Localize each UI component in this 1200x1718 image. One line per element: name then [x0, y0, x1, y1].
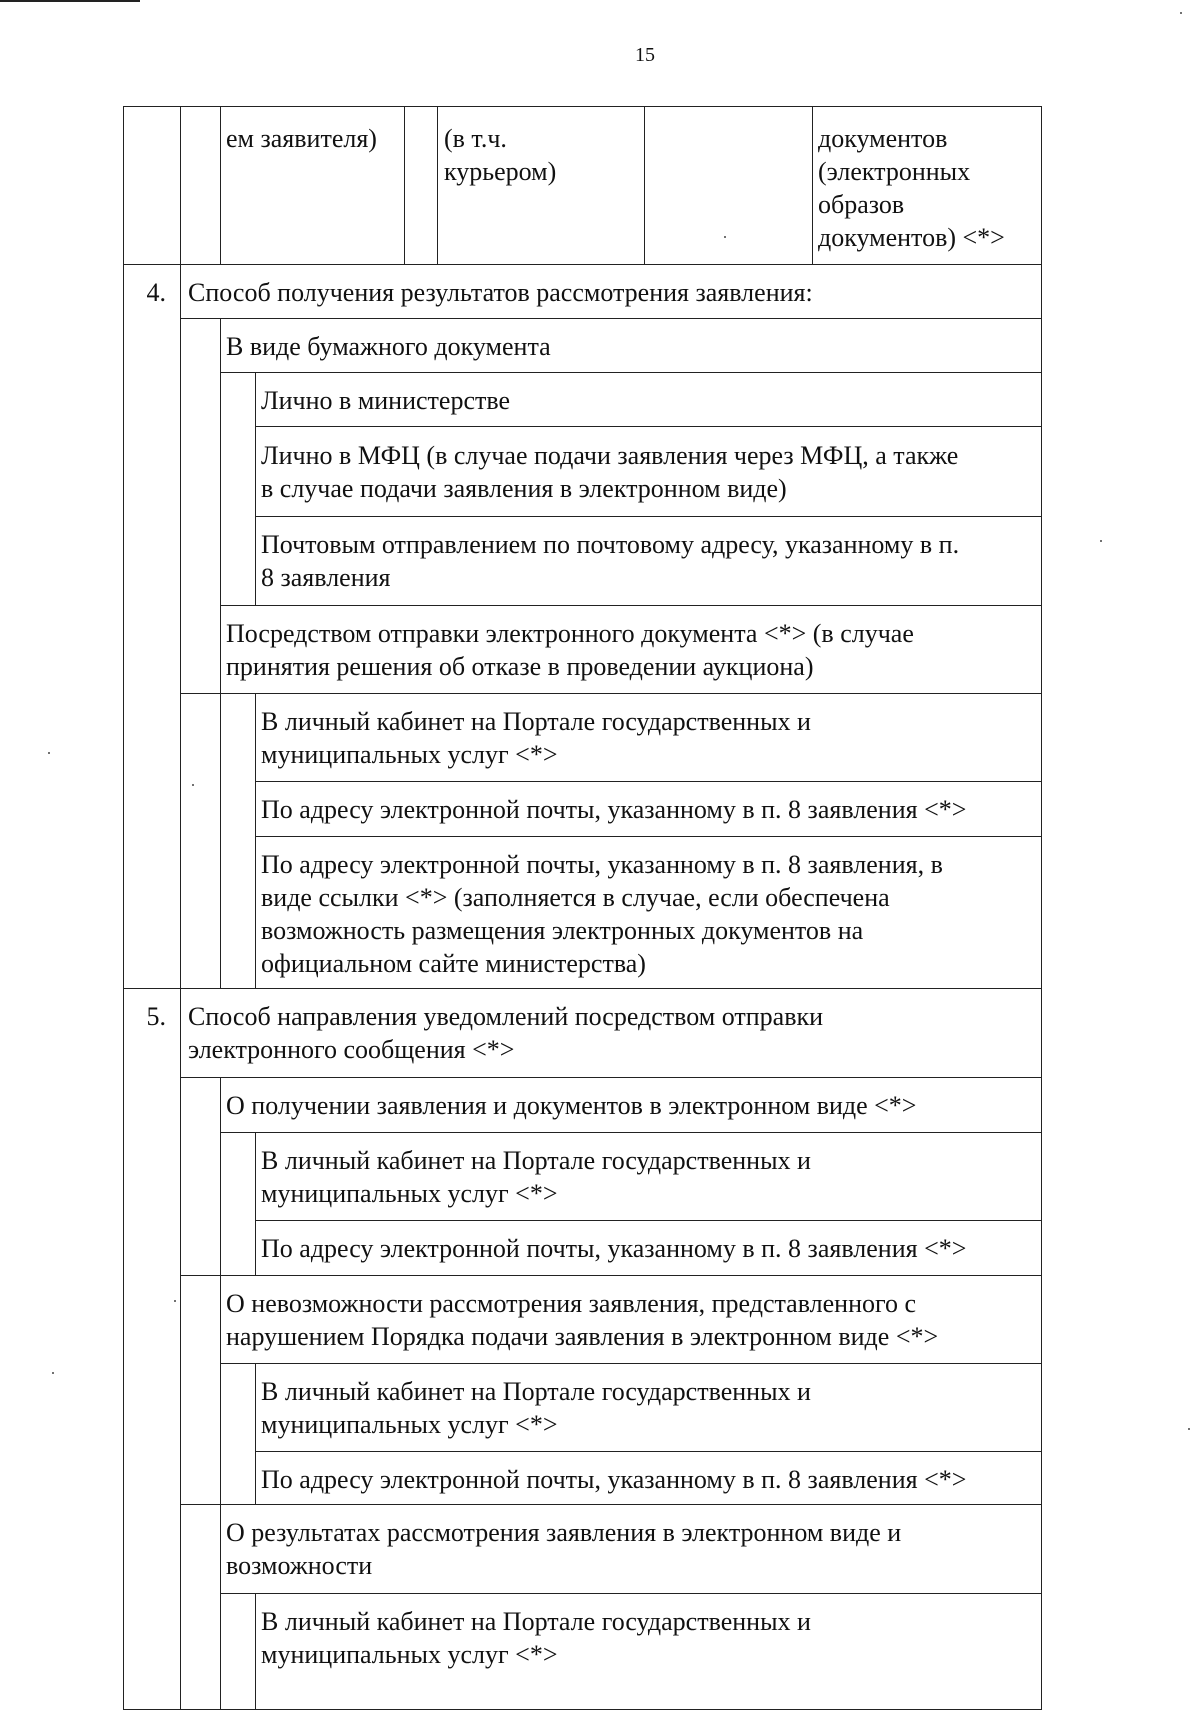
option-portal-cabinet: В личный кабинет на Портале государственных и муниципальных услуг <*>	[261, 1146, 811, 1208]
table-border	[220, 1363, 1042, 1364]
table-border	[255, 1132, 256, 1275]
option-group-electronic: Посредством отправки электронного документа <*> (в случае принятия решения об отказе в проведении аукциона)	[226, 619, 914, 681]
table-border	[404, 106, 405, 264]
table-border	[180, 106, 181, 264]
notice-group-receipt: О получении заявления и документов в электронном виде <*>	[226, 1091, 917, 1120]
table-border	[180, 988, 181, 1710]
option-email-link: По адресу электронной почты, указанному в п. 8 заявления, в виде ссылки <*> (заполняется в случае, если обеспечена возможность размещения электронных документов на официальном сайте министерства)	[261, 850, 943, 978]
header-cell-courier: (в т.ч. курьером)	[444, 124, 557, 186]
table-border	[255, 1220, 1042, 1221]
option-email: По адресу электронной почты, указанному в п. 8 заявления <*>	[261, 1465, 967, 1494]
table-border	[123, 264, 1042, 265]
table-border	[812, 106, 813, 264]
table-border	[255, 836, 1042, 837]
table-border	[220, 106, 221, 264]
section-number: 5.	[146, 1002, 166, 1031]
notice-group-impossibility: О невозможности рассмотрения заявления, представленного с нарушением Порядка подачи заявления в электронном виде <*>	[226, 1289, 939, 1351]
option-portal-cabinet: В личный кабинет на Портале государственных и муниципальных услуг <*>	[261, 1377, 811, 1439]
section-number: 4.	[146, 278, 166, 307]
table-border	[180, 1077, 1042, 1078]
table-border	[255, 1363, 256, 1504]
header-cell-applicant: ем заявителя)	[226, 124, 377, 153]
scan-speck	[52, 1372, 54, 1374]
table-border	[255, 781, 1042, 782]
scan-speck	[1100, 540, 1102, 542]
option-portal-cabinet: В личный кабинет на Портале государственных и муниципальных услуг <*>	[261, 1607, 811, 1669]
table-border	[220, 605, 1042, 606]
table-border	[255, 426, 1042, 427]
table-border	[255, 1451, 1042, 1452]
section-title: Способ направления уведомлений посредством отправки электронного сообщения <*>	[188, 1002, 824, 1064]
notice-group-results: О результатах рассмотрения заявления в электронном виде и возможности	[226, 1518, 902, 1580]
scan-speck	[1180, 12, 1182, 14]
table-border	[220, 1593, 1042, 1594]
table-border	[255, 516, 1042, 517]
table-border	[437, 106, 438, 264]
section-title: Способ получения результатов рассмотрения заявления:	[188, 278, 813, 307]
scan-edge-line	[0, 0, 140, 2]
table-border	[220, 318, 221, 988]
option-in-ministry: Лично в министерстве	[261, 386, 511, 415]
header-cell-documents: документов (электронных образов документов) <*>	[818, 124, 1005, 252]
option-in-mfc: Лично в МФЦ (в случае подачи заявления через МФЦ, а также в случае подачи заявления в электронном виде)	[261, 441, 959, 503]
table-border	[180, 1504, 1042, 1505]
table-border	[644, 106, 645, 264]
table-border	[255, 693, 256, 988]
option-email: По адресу электронной почты, указанному в п. 8 заявления <*>	[261, 795, 967, 824]
table-border	[180, 1275, 1042, 1276]
option-email: По адресу электронной почты, указанному в п. 8 заявления <*>	[261, 1234, 967, 1263]
table-border	[180, 318, 1042, 319]
option-portal-cabinet: В личный кабинет на Портале государственных и муниципальных услуг <*>	[261, 707, 811, 769]
table-border	[220, 1132, 1042, 1133]
table-border	[180, 264, 181, 988]
table-border	[255, 372, 256, 605]
table-border	[123, 988, 1042, 989]
page-number: 15	[635, 44, 655, 66]
scan-speck	[48, 752, 50, 754]
scan-speck	[1188, 1428, 1190, 1430]
table-border	[255, 1593, 256, 1710]
table-border	[220, 1077, 221, 1710]
table-border	[180, 693, 1042, 694]
option-group-paper: В виде бумажного документа	[226, 332, 551, 361]
table-border	[220, 372, 1042, 373]
option-by-post: Почтовым отправлением по почтовому адресу, указанному в п. 8 заявления	[261, 530, 960, 592]
